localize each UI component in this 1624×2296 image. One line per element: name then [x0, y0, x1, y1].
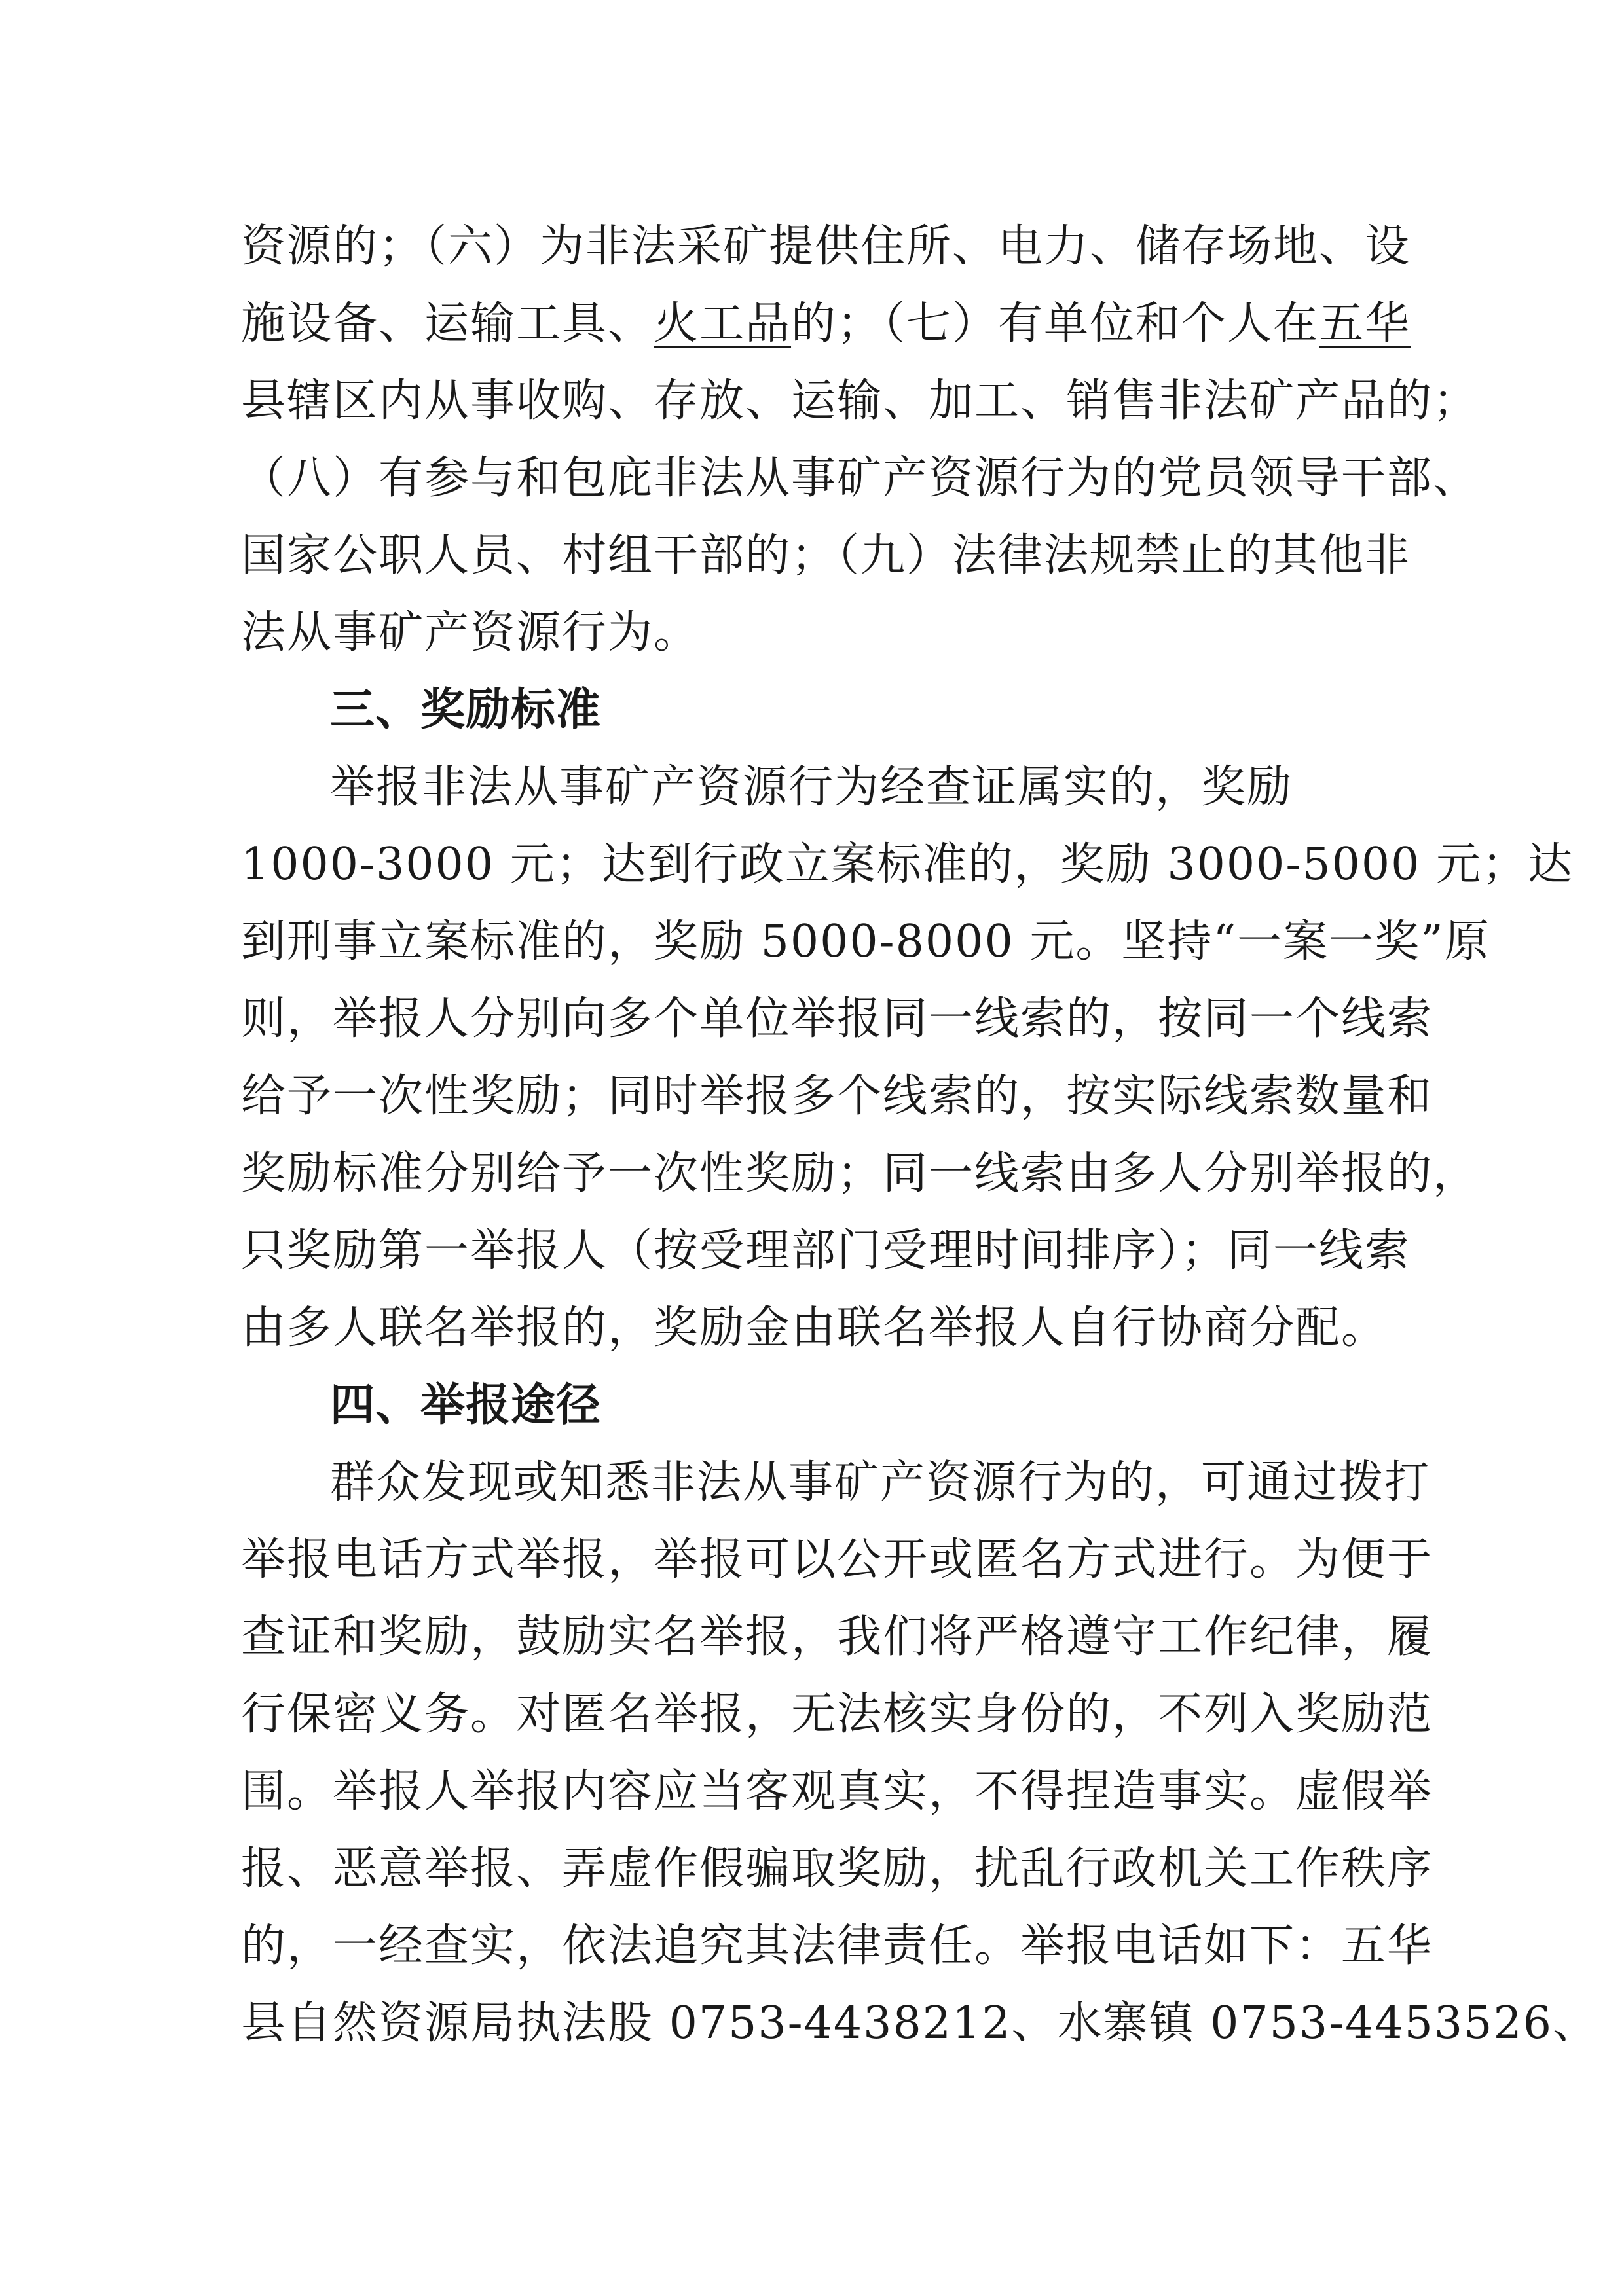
text-line: （八）有参与和包庇非法从事矿产资源行为的党员领导干部、 [241, 452, 1479, 504]
text-line: 1000-3000 元；达到行政立案标准的，奖励 3000-5000 元；达 [241, 839, 1574, 890]
section-heading-reward-standard: 三、奖励标准 [330, 684, 602, 736]
section-heading-report-channels: 四、举报途径 [330, 1379, 602, 1431]
text-line: 报、恶意举报、弄虚作假骗取奖励，扰乱行政机关工作秩序 [241, 1843, 1433, 1895]
document-body [241, 208, 1598, 2062]
text-line: 给予一次性奖励；同时举报多个线索的，按实际线索数量和 [241, 1070, 1433, 1122]
text-line: 县辖区内从事收购、存放、运输、加工、销售非法矿产品的； [241, 375, 1479, 427]
text-line-hotlines: 县自然资源局执法股 0753-4438212、水寨镇 0753-4453526、 [241, 1997, 1598, 2049]
text-line: 国家公职人员、村组干部的；（九）法律法规禁止的其他非 [241, 530, 1411, 581]
text-line: 到刑事立案标准的，奖励 5000-8000 元。坚持“一案一奖”原 [241, 916, 1490, 968]
text-span: 的；（七）有单位和个人在 [791, 298, 1320, 350]
text-line [241, 285, 1411, 363]
text-line: 行保密义务。对匿名举报，无法核实身份的，不列入奖励范 [241, 1688, 1433, 1740]
text-line: 资源的；（六）为非法采矿提供住所、电力、储存场地、设 [241, 221, 1411, 272]
text-line: 的，一经查实，依法追究其法律责任。举报电话如下：五华 [241, 1920, 1433, 1972]
text-span: 施设备、运输工具、 [241, 298, 654, 350]
text-line: 由多人联名举报的，奖励金由联名举报人自行协商分配。 [241, 1302, 1388, 1354]
text-line: 查证和奖励，鼓励实名举报，我们将严格遵守工作纪律，履 [241, 1611, 1433, 1663]
text-line: 围。举报人举报内容应当客观真实，不得捏造事实。虚假举 [241, 1766, 1433, 1817]
text-line: 只奖励第一举报人（按受理部门受理时间排序）；同一线索 [241, 1225, 1411, 1277]
underlined-term-wuhua: 五华 [1319, 298, 1411, 350]
text-line: 则，举报人分别向多个单位举报同一线索的，按同一个线索 [241, 993, 1433, 1045]
underlined-term-explosives: 火工品 [654, 298, 792, 350]
text-line: 举报电话方式举报，举报可以公开或匿名方式进行。为便于 [241, 1534, 1433, 1586]
text-line: 群众发现或知悉非法从事矿产资源行为的，可通过拨打 [330, 1457, 1431, 1508]
text-line: 法从事矿产资源行为。 [241, 607, 700, 659]
text-line: 奖励标准分别给予一次性奖励；同一线索由多人分别举报的， [241, 1148, 1479, 1199]
text-line: 举报非法从事矿产资源行为经查证属实的，奖励 [330, 761, 1293, 813]
